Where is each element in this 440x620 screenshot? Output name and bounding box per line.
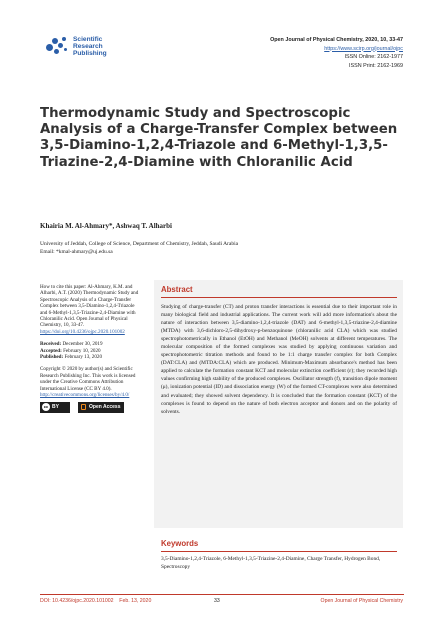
received-date: December 30, 2019 [62, 341, 103, 348]
author-list: Khairia M. Al-Ahmary*, Ashwaq T. Alharbi [40, 222, 172, 230]
published-label: Published: [40, 354, 64, 361]
license-link[interactable]: http://creativecommons.org/licenses/by/4.0/ [40, 392, 130, 399]
author-email: Email: *kmal-ahmary@uj.edu.sa [40, 249, 113, 256]
article-dates [40, 341, 140, 360]
paper-title: Thermodynamic Study and Spectroscopic Analysis of a Charge-Transfer Complex between 3,5-Diamino-1,2,4-Triazole and 6-Methyl-1,3,5-Triazine-2,4-Diamine with Chloranilic Acid [40, 106, 398, 170]
accepted-label: Accepted: [40, 347, 62, 354]
abstract-text: Studying of charge-transfer (CT) and proton transfer interactions is essential due to their important role in many biological field and industrial applications. The current work will add more information's about the nature of interaction between 3,5-diamino-1,2,4-triazole (DAT) and 6-methyl-1,3,5-triazine-2,4-diamine (MTDA) with 3,6-dichloro-2,5-dihydroxy-p-benzoquinone (chloranilic acid CLA) which was studied spectrophotometrically in Ethanol (EtOH) and Methanol (MeOH) solvents at different temperatures. The molecular composition of the formed complexes was studied by applying continuous variation and spectrophotometric titration methods and found to be 1:1 charge transfer complex for both Complex (DAT:CLA) and (MTDA:CLA) which are produced. Minimum-Maximum absorbance's method has been applied to calculate the formation constant KCT and molecular extinction coefficient (ε); they recorded high values confirming high stability of the produced complexes. Oscillator strength (f), transition dipole moment (μ), ionization potential (ID) and dissociation energy (W) of the formed CT-complexes were also determined and evaluated; they showed solvent dependency. It is concluded that the formation constant (KCT) of the complexes is found to depend on the nature of both electron acceptor and donors and on the polarity of solvents. [161, 304, 397, 415]
copyright-notice [40, 366, 140, 398]
publisher-logo-mark [46, 36, 70, 58]
published-date: February 13, 2020 [64, 354, 102, 361]
journal-info [270, 36, 403, 70]
open-access-badge[interactable] [78, 402, 124, 413]
cc-by-badge[interactable] [40, 402, 70, 413]
accepted-date: February 10, 2020 [63, 347, 101, 354]
license-badges [40, 402, 140, 413]
issn-online: ISSN Online: 2162-1977 [344, 54, 403, 61]
affiliation-line: University of Jeddah, College of Science, Department of Chemistry, Jeddah, Saudi Arabia [40, 241, 239, 247]
page-number: 33 [214, 598, 220, 604]
abstract-heading: Abstract [161, 285, 193, 294]
keywords-heading: Keywords [161, 539, 199, 548]
journal-url-link[interactable]: https://www.scirp.org/journal/ojpc [324, 45, 403, 52]
open-access-label: Open Access [89, 403, 121, 410]
cc-by-label: BY [52, 403, 59, 410]
keywords-text: 3,5-Diamino-1,2,4-Triazole, 6-Methyl-1,3,5-Triazine-2,4-Diamine, Charge Transfer, Hydrogen Bond, Spectroscopy [161, 556, 381, 571]
abstract-divider [161, 297, 397, 298]
copyright-text: Copyright © 2020 by author(s) and Scientific Research Publishing Inc. This work is licensed under the Creative Commons Attribution International License (CC BY 4.0). [40, 366, 136, 392]
open-lock-icon [81, 404, 86, 410]
issn-print: ISSN Print: 2162-1969 [349, 62, 403, 69]
affiliation [40, 240, 238, 256]
doi-link[interactable]: https://doi.org/10.4236/ojpc.2020.101002 [40, 328, 125, 335]
footer-divider [40, 594, 404, 595]
journal-citation: Open Journal of Physical Chemistry, 2020, 10, 33-47 [270, 37, 403, 43]
publisher-logo [46, 36, 107, 58]
logo-text-line3: Publishing [73, 50, 107, 58]
footer-doi: DOI: 10.4236/ojpc.2020.101002 Feb. 13, 2020 [40, 598, 152, 604]
logo-text-line2: Research [73, 43, 103, 51]
logo-text-line1: Scientific [73, 36, 103, 43]
footer-journal: Open Journal of Physical Chemistry [320, 598, 403, 604]
how-to-cite-text: How to cite this paper: Al-Ahmary, K.M. and Alharbi, A.T. (2020) Thermodynamic Study and Spectroscopic Analysis of a Charge-Transfer Complex between 3,5-Diamino-1,2,4-Triazole and 6-Methyl-1,3,5-Triazine-2,4-Diamine with Chloranilic Acid. Open Journal of Physical Chemistry, 10, 33-47. [40, 284, 139, 329]
cc-icon: cc [43, 404, 49, 409]
received-label: Received: [40, 341, 62, 348]
article-sidebar [40, 284, 140, 413]
how-to-cite [40, 284, 140, 335]
keywords-divider [161, 551, 397, 552]
